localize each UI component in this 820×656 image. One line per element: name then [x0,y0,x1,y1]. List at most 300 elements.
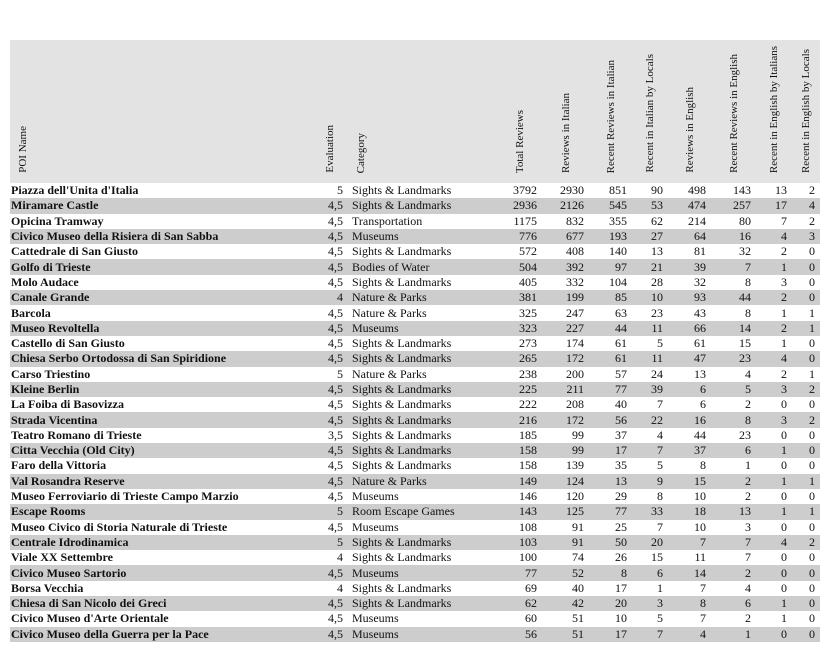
cell-category: Sights & Landmarks [348,412,498,427]
cell-total-reviews: 323 [498,321,542,336]
cell-evaluation: 4,5 [312,474,348,489]
cell-recent-reviews-italian: 61 [589,351,632,366]
cell-recent-english-italians: 0 [781,427,787,442]
cell-recent-english-locals: 1 [809,305,815,320]
cell-total-reviews: 572 [519,244,537,259]
cell-poi-name: Museo Civico di Storia Naturale di Trieste [11,519,228,534]
cell-poi-name: Kleine Berlin [10,382,312,397]
cell-recent-english-locals: 2 [809,183,815,198]
table-row [10,229,820,244]
cell-recent-reviews-english: 2 [745,397,751,412]
cell-recent-italian-locals: 11 [632,321,668,336]
cell-reviews-italian: 677 [542,229,589,244]
cell-recent-italian-locals: 11 [632,351,668,366]
cell-total-reviews: 100 [519,550,537,565]
cell-recent-english-locals: 1 [792,474,820,489]
cell-reviews-english: 32 [694,274,706,289]
cell-recent-reviews-italian: 17 [615,580,627,595]
cell-recent-reviews-english: 7 [711,259,756,274]
cell-category: Sights & Landmarks [352,274,452,289]
cell-recent-reviews-english: 13 [711,504,756,519]
cell-total-reviews: 405 [519,274,537,289]
cell-total-reviews: 222 [519,397,537,412]
cell-recent-english-italians: 1 [781,611,787,626]
cell-recent-reviews-italian: 56 [589,412,632,427]
cell-recent-english-locals: 0 [809,458,815,473]
cell-reviews-english: 47 [668,351,711,366]
cell-recent-reviews-english: 2 [745,611,751,626]
cell-poi-name: Chiesa Serbo Ortodossa di San Spiridione [10,351,312,366]
cell-recent-reviews-english: 6 [711,443,756,458]
cell-recent-reviews-english: 44 [711,290,756,305]
cell-evaluation: 4,5 [312,443,348,458]
cell-recent-english-italians: 7 [781,213,787,228]
cell-recent-reviews-english: 143 [733,183,751,198]
cell-recent-italian-locals: 3 [632,596,668,611]
cell-category: Nature & Parks [352,305,427,320]
cell-recent-italian-locals: 39 [632,382,668,397]
cell-recent-reviews-english: 1 [745,458,751,473]
cell-reviews-english: 44 [694,427,706,442]
cell-poi-name: Civico Museo Sartorio [10,565,312,580]
cell-poi-name: Borsa Vecchia [11,580,84,595]
cell-total-reviews: 143 [498,504,542,519]
cell-recent-english-italians: 2 [756,321,792,336]
cell-reviews-italian: 392 [542,259,589,274]
cell-poi-name: Val Rosandra Reserve [10,474,312,489]
cell-recent-italian-locals: 7 [632,627,668,642]
cell-reviews-english: 15 [668,474,711,489]
cell-reviews-italian: 172 [542,351,589,366]
cell-poi-name: Civico Museo della Guerra per la Pace [10,627,312,642]
cell-category: Museums [352,519,399,534]
cell-recent-reviews-italian: 77 [589,504,632,519]
cell-reviews-english: 13 [694,366,706,381]
cell-reviews-italian: 99 [572,427,584,442]
cell-recent-english-italians: 1 [756,504,792,519]
cell-reviews-english: 6 [668,382,711,397]
cell-recent-english-locals: 1 [809,366,815,381]
cell-evaluation: 4,5 [312,627,348,642]
cell-recent-italian-locals: 1 [657,580,663,595]
cell-reviews-english: 11 [694,550,706,565]
cell-poi-name: Canale Grande [10,290,312,305]
cell-category: Bodies of Water [348,259,498,274]
cell-total-reviews: 185 [519,427,537,442]
cell-recent-italian-locals: 5 [657,611,663,626]
cell-poi-name: Cattedrale di San Giusto [11,244,139,259]
cell-evaluation: 4,5 [328,213,343,228]
cell-total-reviews: 158 [519,458,537,473]
cell-recent-reviews-english: 80 [739,213,751,228]
cell-recent-reviews-italian: 104 [609,274,627,289]
cell-reviews-english: 18 [668,504,711,519]
cell-recent-reviews-italian: 77 [589,382,632,397]
cell-reviews-english: 7 [668,535,711,550]
cell-poi-name: Citta Vecchia (Old City) [10,443,312,458]
cell-evaluation: 3,5 [328,427,343,442]
cell-evaluation: 5 [337,183,343,198]
cell-reviews-italian: 332 [566,274,584,289]
cell-recent-english-italians: 0 [781,550,787,565]
cell-total-reviews: 3792 [513,183,537,198]
cell-total-reviews: 56 [498,627,542,642]
cell-reviews-english: 39 [668,259,711,274]
cell-recent-reviews-english: 5 [711,382,756,397]
cell-reviews-italian: 124 [542,474,589,489]
table-row [10,458,820,473]
cell-poi-name: Museo Revoltella [10,321,312,336]
cell-reviews-english: 7 [700,580,706,595]
cell-category: Sights & Landmarks [352,580,452,595]
cell-recent-reviews-italian: 20 [589,596,632,611]
table-row [10,290,820,305]
header-evaluation: Evaluation [312,40,348,183]
cell-evaluation: 4,5 [312,412,348,427]
cell-recent-reviews-english: 1 [711,627,756,642]
cell-evaluation: 4 [337,550,343,565]
cell-poi-name: Miramare Castle [10,198,312,213]
cell-total-reviews: 146 [519,489,537,504]
cell-reviews-italian: 408 [566,244,584,259]
cell-category: Sights & Landmarks [348,596,498,611]
cell-category: Sights & Landmarks [352,183,452,198]
cell-total-reviews: 225 [498,382,542,397]
cell-reviews-italian: 51 [572,611,584,626]
cell-total-reviews: 265 [498,351,542,366]
cell-category: Museums [348,321,498,336]
cell-recent-italian-locals: 6 [632,565,668,580]
cell-evaluation: 4,5 [328,519,343,534]
cell-reviews-english: 474 [668,198,711,213]
cell-recent-english-italians: 1 [756,474,792,489]
cell-recent-english-locals: 2 [809,213,815,228]
cell-poi-name: Faro della Vittoria [11,458,107,473]
cell-reviews-english: 498 [688,183,706,198]
cell-total-reviews: 103 [498,535,542,550]
table-row [10,581,820,596]
cell-evaluation: 4,5 [328,397,343,412]
cell-total-reviews: 273 [519,336,537,351]
cell-recent-english-locals: 0 [809,336,815,351]
cell-total-reviews: 60 [525,611,537,626]
cell-total-reviews: 77 [498,565,542,580]
cell-poi-name: Barcola [11,305,51,320]
cell-recent-reviews-italian: 35 [615,458,627,473]
cell-reviews-english: 61 [694,336,706,351]
table-row [10,367,820,382]
cell-reviews-italian: 174 [566,336,584,351]
table-row [10,520,820,535]
cell-recent-english-locals: 1 [792,504,820,519]
cell-reviews-italian: 125 [542,504,589,519]
cell-category: Museums [348,565,498,580]
cell-total-reviews: 2936 [498,198,542,213]
cell-poi-name: Carso Triestino [11,366,91,381]
cell-recent-english-locals: 0 [809,489,815,504]
cell-recent-reviews-italian: 40 [615,397,627,412]
cell-recent-english-locals: 0 [809,397,815,412]
cell-recent-reviews-italian: 44 [589,321,632,336]
cell-evaluation: 4,5 [328,458,343,473]
table-row [10,535,820,550]
cell-reviews-italian: 91 [542,535,589,550]
cell-total-reviews: 381 [498,290,542,305]
cell-recent-italian-locals: 7 [657,519,663,534]
table-row [10,382,820,397]
cell-category: Room Escape Games [348,504,498,519]
cell-category: Sights & Landmarks [348,382,498,397]
cell-poi-name: Piazza dell'Unita d'Italia [11,183,139,198]
cell-category: Museums [352,489,399,504]
cell-reviews-italian: 2930 [560,183,584,198]
cell-total-reviews: 158 [498,443,542,458]
cell-recent-english-locals: 2 [792,382,820,397]
cell-recent-english-locals: 1 [792,321,820,336]
cell-recent-italian-locals: 22 [632,412,668,427]
cell-reviews-italian: 51 [542,627,589,642]
cell-recent-italian-locals: 9 [632,474,668,489]
cell-reviews-italian: 247 [566,305,584,320]
cell-recent-italian-locals: 5 [657,336,663,351]
cell-recent-italian-locals: 23 [651,305,663,320]
header-row [10,40,820,183]
cell-poi-name: Chiesa di San Nicolo dei Greci [10,596,312,611]
cell-recent-italian-locals: 20 [632,535,668,550]
cell-recent-english-italians: 2 [781,366,787,381]
cell-recent-english-italians: 2 [756,290,792,305]
cell-poi-name: Civico Museo d'Arte Orientale [11,611,169,626]
cell-recent-english-locals: 0 [809,274,815,289]
cell-category: Sights & Landmarks [348,198,498,213]
cell-recent-reviews-english: 8 [745,305,751,320]
cell-category: Nature & Parks [348,290,498,305]
cell-reviews-italian: 172 [542,412,589,427]
cell-recent-italian-locals: 4 [657,427,663,442]
cell-recent-english-italians: 4 [756,535,792,550]
cell-evaluation: 4,5 [312,198,348,213]
cell-total-reviews: 325 [519,305,537,320]
cell-recent-reviews-english: 2 [711,474,756,489]
cell-reviews-italian: 211 [542,382,589,397]
cell-recent-reviews-italian: 140 [609,244,627,259]
cell-total-reviews: 504 [498,259,542,274]
cell-recent-english-italians: 3 [756,382,792,397]
cell-recent-reviews-english: 4 [745,580,751,595]
cell-category: Nature & Parks [348,474,498,489]
cell-recent-reviews-italian: 545 [589,198,632,213]
table-row [10,596,820,611]
table-row [10,351,820,366]
table-body [10,183,820,642]
cell-reviews-english: 64 [668,229,711,244]
cell-recent-reviews-english: 2 [745,489,751,504]
cell-recent-english-locals: 0 [809,427,815,442]
cell-category: Transportation [352,213,423,228]
cell-recent-english-italians: 0 [781,580,787,595]
cell-reviews-italian: 120 [566,489,584,504]
cell-recent-reviews-italian: 13 [589,474,632,489]
table-row [10,550,820,565]
cell-evaluation: 4,5 [312,565,348,580]
cell-recent-reviews-english: 3 [745,519,751,534]
cell-category: Sights & Landmarks [352,550,452,565]
cell-category: Sights & Landmarks [348,535,498,550]
cell-recent-reviews-italian: 61 [615,336,627,351]
cell-total-reviews: 149 [498,474,542,489]
cell-reviews-english: 8 [668,596,711,611]
cell-recent-reviews-italian: 17 [589,627,632,642]
cell-recent-english-italians: 13 [775,183,787,198]
cell-recent-english-italians: 4 [756,229,792,244]
cell-recent-reviews-italian: 355 [609,213,627,228]
cell-reviews-english: 43 [694,305,706,320]
cell-recent-english-locals: 2 [792,535,820,550]
cell-evaluation: 4,5 [328,611,343,626]
header-category: Category [348,40,498,183]
cell-recent-reviews-english: 14 [711,321,756,336]
table-row [10,565,820,580]
cell-recent-italian-locals: 62 [651,213,663,228]
table-row [10,443,820,458]
cell-recent-italian-locals: 13 [651,244,663,259]
cell-recent-english-locals: 0 [809,611,815,626]
cell-recent-reviews-italian: 193 [589,229,632,244]
cell-recent-english-italians: 0 [781,397,787,412]
cell-reviews-english: 8 [700,458,706,473]
cell-recent-reviews-english: 15 [739,336,751,351]
cell-recent-reviews-italian: 17 [589,443,632,458]
cell-recent-reviews-italian: 26 [615,550,627,565]
cell-evaluation: 4,5 [328,305,343,320]
cell-recent-reviews-italian: 50 [589,535,632,550]
table-row [10,259,820,274]
poi-reviews-table [10,40,820,642]
cell-recent-english-locals: 0 [792,259,820,274]
table-row [10,214,820,229]
cell-recent-english-italians: 0 [781,519,787,534]
poi-table-container [10,40,820,642]
table-row [10,336,820,351]
cell-recent-english-italians: 1 [756,443,792,458]
cell-recent-english-italians: 1 [756,259,792,274]
cell-reviews-english: 4 [668,627,711,642]
cell-recent-reviews-english: 6 [711,596,756,611]
cell-recent-italian-locals: 28 [651,274,663,289]
cell-recent-english-italians: 4 [756,351,792,366]
cell-total-reviews: 108 [519,519,537,534]
cell-category: Museums [348,229,498,244]
cell-category: Sights & Landmarks [352,427,452,442]
cell-reviews-italian: 91 [572,519,584,534]
table-row [10,244,820,259]
cell-poi-name: Civico Museo della Risiera di San Sabba [10,229,312,244]
header-recent-italian-locals: Recent in Italian by Locals [632,40,668,183]
cell-recent-reviews-italian: 25 [615,519,627,534]
cell-recent-english-italians: 1 [781,305,787,320]
cell-recent-italian-locals: 33 [632,504,668,519]
cell-evaluation: 4,5 [328,336,343,351]
cell-recent-reviews-english: 8 [745,274,751,289]
cell-recent-english-italians: 0 [756,627,792,642]
cell-reviews-english: 7 [700,611,706,626]
table-row [10,611,820,626]
cell-recent-italian-locals: 7 [657,397,663,412]
cell-recent-reviews-italian: 10 [615,611,627,626]
cell-recent-english-italians: 17 [756,198,792,213]
cell-category: Sights & Landmarks [352,458,452,473]
cell-evaluation: 4,5 [312,351,348,366]
cell-total-reviews: 69 [525,580,537,595]
cell-category: Museums [348,627,498,642]
table-row [10,183,820,198]
cell-poi-name: Strada Vicentina [10,412,312,427]
cell-recent-italian-locals: 24 [651,366,663,381]
cell-recent-english-italians: 2 [781,244,787,259]
cell-reviews-italian: 42 [542,596,589,611]
cell-evaluation: 4,5 [312,321,348,336]
header-total-reviews: Total Reviews [498,40,542,183]
cell-total-reviews: 238 [519,366,537,381]
table-row [10,489,820,504]
cell-reviews-italian: 200 [566,366,584,381]
cell-reviews-english: 214 [688,213,706,228]
cell-reviews-italian: 74 [572,550,584,565]
cell-poi-name: La Foiba di Basovizza [11,397,125,412]
cell-total-reviews: 216 [498,412,542,427]
cell-evaluation: 4,5 [328,244,343,259]
cell-recent-italian-locals: 27 [632,229,668,244]
cell-recent-english-italians: 1 [781,336,787,351]
cell-poi-name: Opicina Tramway [11,213,104,228]
table-row [10,198,820,213]
cell-recent-english-locals: 0 [792,627,820,642]
table-row [10,627,820,642]
cell-reviews-italian: 208 [566,397,584,412]
cell-recent-italian-locals: 10 [632,290,668,305]
cell-reviews-italian: 40 [572,580,584,595]
cell-recent-italian-locals: 8 [657,489,663,504]
cell-category: Sights & Landmarks [352,336,452,351]
cell-reviews-italian: 139 [566,458,584,473]
cell-recent-reviews-italian: 85 [589,290,632,305]
cell-recent-english-locals: 0 [809,519,815,534]
cell-category: Sights & Landmarks [348,351,498,366]
cell-evaluation: 4,5 [312,259,348,274]
cell-recent-reviews-english: 32 [739,244,751,259]
cell-reviews-english: 37 [668,443,711,458]
cell-recent-english-locals: 0 [809,580,815,595]
cell-evaluation: 5 [337,366,343,381]
cell-evaluation: 4,5 [328,489,343,504]
cell-reviews-english: 93 [668,290,711,305]
cell-evaluation: 4 [337,580,343,595]
cell-poi-name: Teatro Romano di Trieste [11,427,142,442]
cell-evaluation: 4,5 [328,274,343,289]
cell-recent-reviews-english: 4 [745,366,751,381]
table-row [10,474,820,489]
cell-recent-reviews-italian: 57 [615,366,627,381]
cell-reviews-english: 16 [668,412,711,427]
header-recent-english-locals: Recent in English by Locals [792,40,820,183]
cell-recent-english-italians: 3 [756,412,792,427]
table-row [10,305,820,320]
cell-recent-reviews-italian: 37 [615,427,627,442]
cell-evaluation: 5 [312,535,348,550]
table-row [10,275,820,290]
cell-evaluation: 4,5 [312,382,348,397]
cell-reviews-italian: 52 [542,565,589,580]
